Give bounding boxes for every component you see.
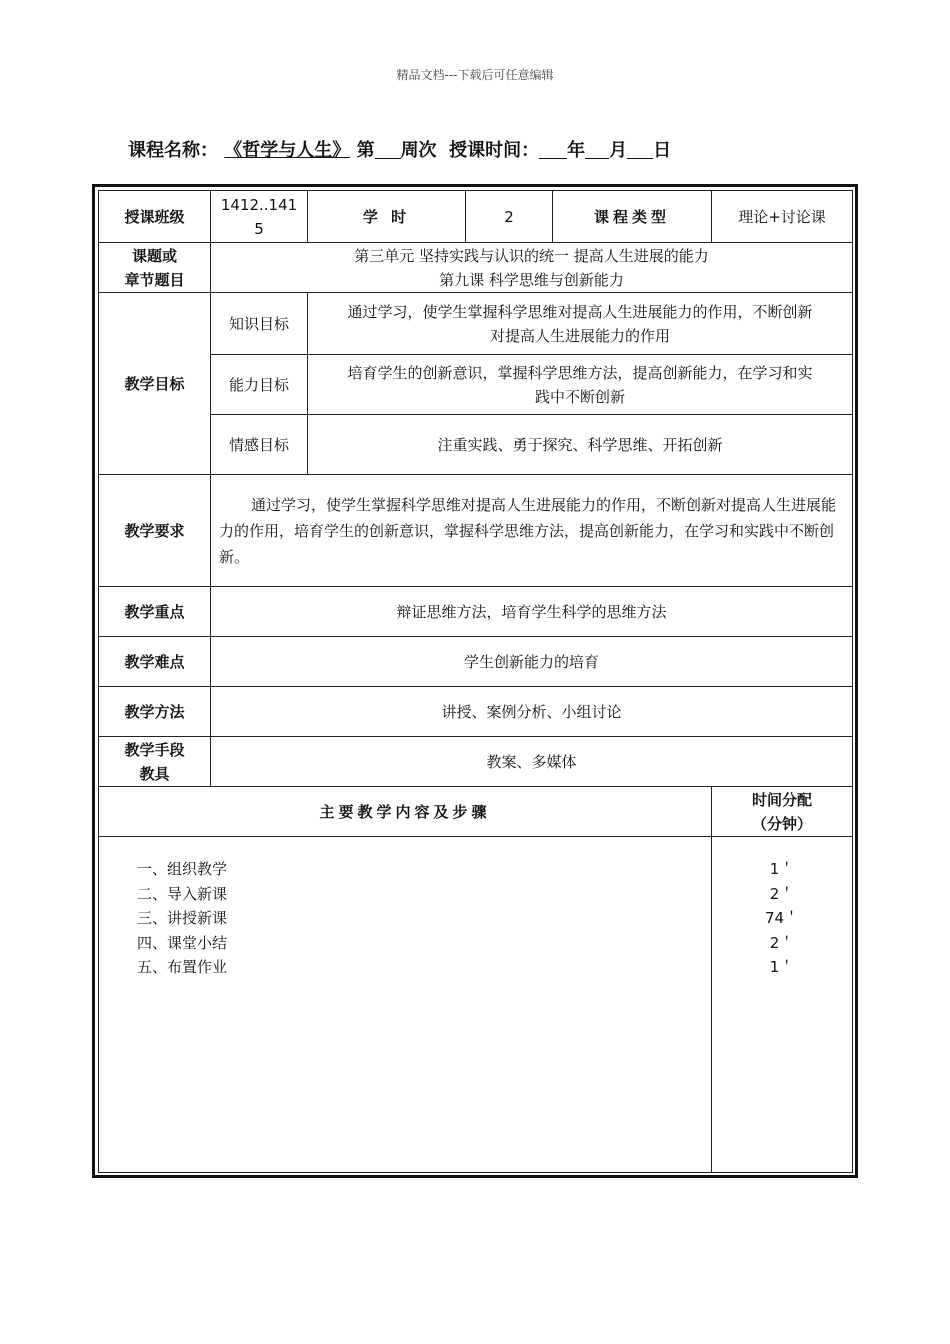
course-name: 《哲学与人生》: [224, 140, 351, 161]
class-value: [211, 191, 308, 243]
type-value: 理论+讨论课: [712, 191, 853, 243]
watermark-text: 精品文档---下载后可任意编辑: [396, 68, 554, 82]
month-label: 月: [609, 140, 628, 161]
day-label: 日: [653, 140, 672, 161]
difficulty-text: 学生创新能力的培育: [211, 637, 853, 687]
list-item: 三、讲授新课: [137, 909, 228, 928]
times-cell: [712, 837, 853, 1173]
focus-label: 教学重点: [99, 587, 211, 637]
topic-row: [99, 243, 853, 293]
goal-ability-row: [99, 355, 853, 415]
knowledge-label: 知识目标: [211, 293, 308, 355]
time-item: 2＇: [769, 933, 795, 952]
emotion-label: 情感目标: [211, 415, 308, 475]
focus-text: 辩证思维方法，培育学生科学的思维方法: [211, 587, 853, 637]
time-item: 1＇: [769, 860, 795, 878]
emotion-text: 注重实践、勇于探究、科学思维、开拓创新: [308, 415, 853, 475]
topic-label: [99, 243, 211, 293]
tools-text: 教案、多媒体: [211, 737, 853, 787]
hours-label: 学 时: [308, 191, 466, 243]
week-blank: [375, 140, 401, 159]
times-list: [712, 857, 852, 980]
steps-cell: [99, 837, 712, 1173]
time-item: 74＇: [764, 909, 800, 928]
ability-line-2: 践中不断创新: [534, 387, 625, 406]
method-label: 教学方法: [99, 687, 211, 737]
steps-list: [137, 857, 711, 980]
class-label: 授课班级: [99, 191, 211, 243]
goals-label: 教学目标: [99, 293, 211, 475]
goal-emotion-row: [99, 415, 853, 475]
focus-row: [99, 587, 853, 637]
list-item: 五、布置作业: [137, 958, 228, 977]
time-item: 2＇: [769, 884, 795, 903]
goal-knowledge-row: [99, 293, 853, 355]
lesson-plan-table: [98, 190, 853, 1173]
year-label: 年: [567, 140, 586, 161]
topic-value: [211, 243, 853, 293]
class-value-line-1: 1412..141: [220, 195, 298, 214]
info-row: [99, 191, 853, 243]
requirements-row: [99, 475, 853, 587]
content-body-row: [99, 837, 853, 1173]
difficulty-label: 教学难点: [99, 637, 211, 687]
method-text: 讲授、案例分析、小组讨论: [211, 687, 853, 737]
content-header-row: [99, 787, 853, 837]
tools-label-line-1: 教学手段: [124, 740, 185, 759]
day-blank: [627, 140, 653, 159]
course-label: 课程名称：: [128, 140, 218, 161]
difficulty-row: [99, 637, 853, 687]
month-blank: [585, 140, 609, 159]
year-blank: [539, 140, 567, 159]
tools-row: [99, 737, 853, 787]
content-header: 主要教学内容及步骤: [99, 787, 712, 837]
class-value-line-2: 5: [254, 219, 264, 238]
week-prefix: 第: [356, 140, 375, 161]
topic-line-1: 第三单元 坚持实践与认识的统一 提高人生进展的能力: [354, 246, 709, 265]
ability-label: 能力目标: [211, 355, 308, 415]
ability-line-1: 培育学生的创新意识，掌握科学思维方法，提高创新能力，在学习和实: [347, 363, 813, 382]
list-item: 一、组织教学: [137, 860, 228, 878]
time-header-line-2: （分钟）: [751, 814, 812, 833]
knowledge-line-1: 通过学习，使学生掌握科学思维对提高人生进展能力的作用，不断创新: [347, 302, 813, 321]
method-row: [99, 687, 853, 737]
tools-label: [99, 737, 211, 787]
knowledge-line-2: 对提高人生进展能力的作用: [489, 326, 670, 345]
week-suffix: 周次: [400, 140, 437, 161]
list-item: 四、课堂小结: [137, 933, 228, 952]
time-header: [712, 787, 853, 837]
hours-value: 2: [466, 191, 553, 243]
list-item: 二、导入新课: [137, 884, 228, 903]
type-label: 课程类型: [553, 191, 712, 243]
knowledge-text: [308, 293, 853, 355]
topic-label-line-2: 章节题目: [124, 270, 185, 289]
ability-text: [308, 355, 853, 415]
time-item: 1＇: [769, 958, 795, 977]
requirements-label: 教学要求: [99, 475, 211, 587]
tools-label-line-2: 教具: [139, 764, 170, 783]
topic-label-line-1: 课题或: [131, 246, 177, 265]
requirements-text: 通过学习，使学生掌握科学思维对提高人生进展能力的作用，不断创新对提高人生进展能力的作用，培育学生的创新意识，掌握科学思维方法，提高创新能力，在学习和实践中不断创新。: [211, 475, 853, 587]
time-label: 授课时间：: [449, 140, 540, 161]
time-header-line-1: 时间分配: [751, 790, 812, 809]
topic-line-2: 第九课 科学思维与创新能力: [439, 270, 624, 289]
page-title: [128, 136, 671, 162]
